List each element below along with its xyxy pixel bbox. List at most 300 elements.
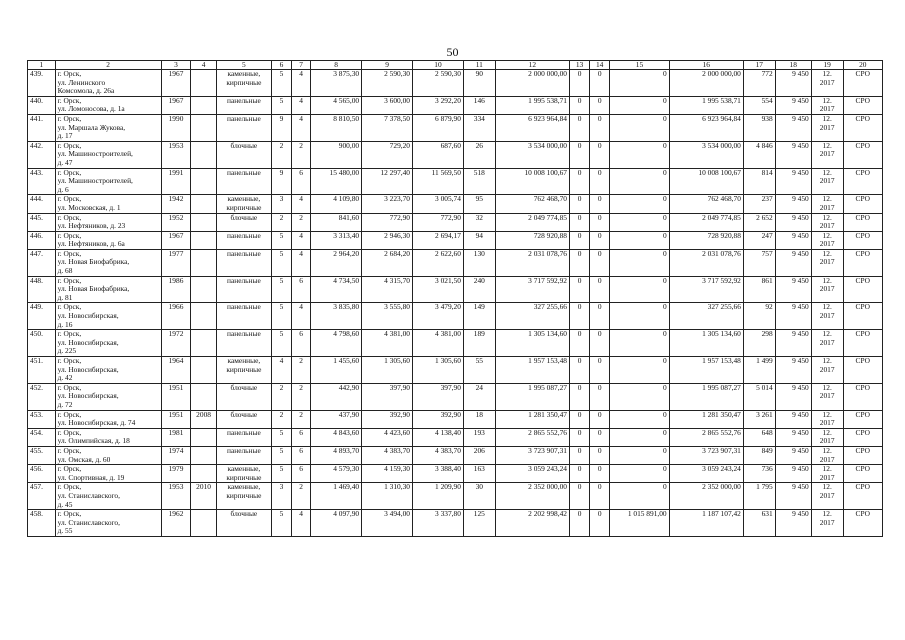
premises-area-cell: 12 297,40 <box>362 168 413 195</box>
address-cell <box>55 483 161 510</box>
residential-area-cell: 11 569,50 <box>413 168 464 195</box>
address-cell-line: д. 225 <box>57 346 77 356</box>
residents-cell: 518 <box>463 168 495 195</box>
address-cell-line: д. 42 <box>57 373 73 383</box>
unit-cost-cell: 4 846 <box>743 141 775 168</box>
total-cost-cell: 1 957 153,48 <box>495 357 569 384</box>
max-unit-cost-cell: 9 450 <box>775 70 811 97</box>
fund-cell: 0 <box>569 446 589 464</box>
wall-material-cell <box>216 276 271 303</box>
address-cell-line: ул. Новая Биофабрика, <box>57 284 130 294</box>
year-renovated-cell <box>191 249 216 276</box>
total-area-cell: 4 109,80 <box>311 195 362 213</box>
year-built-cell: 1986 <box>161 276 191 303</box>
wall-material-cell <box>216 330 271 357</box>
local-budget-cell: 0 <box>610 303 669 330</box>
address-cell-line: д. 72 <box>57 399 73 409</box>
address-cell-line: г. Орск, <box>57 96 82 105</box>
budget-cell: 0 <box>590 96 610 114</box>
local-budget-cell: 0 <box>610 96 669 114</box>
address-cell-line: ул. Омская, д. 60 <box>57 454 111 464</box>
page-number: 50 <box>446 45 459 59</box>
operator-cell: СРО <box>843 383 882 410</box>
premises-area-cell: 2 590,30 <box>362 70 413 97</box>
total-area-cell: 437,90 <box>311 410 362 428</box>
operator-cell: СРО <box>843 303 882 330</box>
completion-date-cell-line: 12. <box>822 69 832 78</box>
residential-area-cell: 2 694,17 <box>413 231 464 249</box>
floors-cell: 4 <box>271 357 291 384</box>
budget-cell: 0 <box>590 303 610 330</box>
residential-area-cell: 6 879,90 <box>413 114 464 141</box>
year-renovated-cell <box>191 114 216 141</box>
address-cell <box>55 465 161 483</box>
total-cost-cell: 1 995 538,71 <box>495 96 569 114</box>
column-number-cell: 2 <box>55 61 161 70</box>
completion-date-cell-line: 2017 <box>819 284 835 294</box>
unit-cost-cell: 2 652 <box>743 213 775 231</box>
residents-cell: 206 <box>463 446 495 464</box>
completion-date-cell-line: 2017 <box>819 391 835 401</box>
table-row <box>28 483 883 510</box>
max-unit-cost-cell: 9 450 <box>775 510 811 537</box>
owners-funds-cell: 3 534 000,00 <box>669 141 743 168</box>
table-row <box>28 195 883 213</box>
year-built-cell: 1991 <box>161 168 191 195</box>
fund-cell: 0 <box>569 303 589 330</box>
budget-cell: 0 <box>590 383 610 410</box>
table-row <box>28 330 883 357</box>
total-area-cell: 4 579,30 <box>311 465 362 483</box>
floors-cell: 5 <box>271 330 291 357</box>
completion-date-cell-line: 2017 <box>819 149 835 159</box>
column-number-cell: 3 <box>161 61 191 70</box>
wall-material-cell-line: панельные <box>227 446 261 455</box>
owners-funds-cell: 3 059 243,24 <box>669 465 743 483</box>
table-row <box>28 213 883 231</box>
operator-cell: СРО <box>843 357 882 384</box>
address-cell-line: д. 16 <box>57 319 73 329</box>
completion-date-cell <box>811 195 843 213</box>
operator-cell: СРО <box>843 70 882 97</box>
row-number: 456. <box>28 465 56 483</box>
wall-material-cell <box>216 195 271 213</box>
max-unit-cost-cell: 9 450 <box>775 428 811 446</box>
completion-date-cell <box>811 70 843 97</box>
year-renovated-cell <box>191 141 216 168</box>
row-number: 442. <box>28 141 56 168</box>
operator-cell: СРО <box>843 195 882 213</box>
premises-area-cell: 2 684,20 <box>362 249 413 276</box>
entrances-cell: 4 <box>292 114 311 141</box>
owners-funds-cell: 1 957 153,48 <box>669 357 743 384</box>
column-number-cell: 20 <box>843 61 882 70</box>
address-cell-line: г. Орск, <box>57 464 82 474</box>
local-budget-cell: 0 <box>610 483 669 510</box>
operator-cell: СРО <box>843 465 882 483</box>
row-number: 452. <box>28 383 56 410</box>
residential-area-cell: 392,90 <box>413 410 464 428</box>
year-built-cell: 1964 <box>161 357 191 384</box>
unit-cost-cell: 5 014 <box>743 383 775 410</box>
entrances-cell: 4 <box>292 96 311 114</box>
entrances-cell: 4 <box>292 70 311 97</box>
wall-material-cell-line: каменные, <box>227 194 261 204</box>
address-cell-line: г. Орск, <box>57 446 82 455</box>
residents-cell: 240 <box>463 276 495 303</box>
total-area-cell: 4 734,50 <box>311 276 362 303</box>
completion-date-cell <box>811 249 843 276</box>
wall-material-cell <box>216 96 271 114</box>
owners-funds-cell: 762 468,70 <box>669 195 743 213</box>
local-budget-cell: 0 <box>610 114 669 141</box>
owners-funds-cell: 1 995 087,27 <box>669 383 743 410</box>
entrances-cell: 4 <box>292 231 311 249</box>
address-cell <box>55 446 161 464</box>
unit-cost-cell: 554 <box>743 96 775 114</box>
address-cell <box>55 96 161 114</box>
entrances-cell: 4 <box>292 195 311 213</box>
local-budget-cell: 1 015 891,00 <box>610 510 669 537</box>
table-row <box>28 114 883 141</box>
fund-cell: 0 <box>569 428 589 446</box>
completion-date-cell <box>811 510 843 537</box>
entrances-cell: 6 <box>292 168 311 195</box>
wall-material-cell-line: каменные, <box>227 356 261 365</box>
table-row <box>28 168 883 195</box>
address-cell <box>55 231 161 249</box>
completion-date-cell-line: 12. <box>822 302 832 312</box>
owners-funds-cell: 3 717 592,92 <box>669 276 743 303</box>
address-cell-line: г. Орск, <box>57 428 82 437</box>
fund-cell: 0 <box>569 141 589 168</box>
residents-cell: 30 <box>463 483 495 510</box>
residents-cell: 24 <box>463 383 495 410</box>
premises-area-cell: 4 423,60 <box>362 428 413 446</box>
address-cell <box>55 276 161 303</box>
max-unit-cost-cell: 9 450 <box>775 114 811 141</box>
unit-cost-cell: 736 <box>743 465 775 483</box>
total-cost-cell: 762 468,70 <box>495 195 569 213</box>
residential-area-cell: 4 383,70 <box>413 446 464 464</box>
total-cost-cell: 3 059 243,24 <box>495 465 569 483</box>
year-built-cell: 1967 <box>161 231 191 249</box>
max-unit-cost-cell: 9 450 <box>775 96 811 114</box>
column-number-cell: 6 <box>271 61 291 70</box>
premises-area-cell: 392,90 <box>362 410 413 428</box>
address-cell-line: г. Орск, <box>57 482 82 492</box>
year-renovated-cell: 2008 <box>191 410 216 428</box>
budget-cell: 0 <box>590 213 610 231</box>
residents-cell: 125 <box>463 510 495 537</box>
residents-cell: 18 <box>463 410 495 428</box>
local-budget-cell: 0 <box>610 213 669 231</box>
premises-area-cell: 3 494,00 <box>362 510 413 537</box>
budget-cell: 0 <box>590 231 610 249</box>
wall-material-cell <box>216 446 271 464</box>
row-number: 451. <box>28 357 56 384</box>
wall-material-cell <box>216 357 271 384</box>
year-renovated-cell <box>191 357 216 384</box>
total-cost-cell: 2 352 000,00 <box>495 483 569 510</box>
max-unit-cost-cell: 9 450 <box>775 465 811 483</box>
total-area-cell: 3 313,40 <box>311 231 362 249</box>
wall-material-cell-line: блочные <box>230 383 258 392</box>
address-cell <box>55 357 161 384</box>
floors-cell: 5 <box>271 96 291 114</box>
address-cell-line: д. 68 <box>57 266 73 276</box>
completion-date-cell-line: 2017 <box>819 202 835 212</box>
total-cost-cell: 728 920,88 <box>495 231 569 249</box>
floors-cell: 9 <box>271 114 291 141</box>
wall-material-cell <box>216 410 271 428</box>
address-cell-line: г. Орск, <box>57 276 82 285</box>
address-cell <box>55 383 161 410</box>
year-renovated-cell <box>191 383 216 410</box>
floors-cell: 5 <box>271 446 291 464</box>
budget-cell: 0 <box>590 168 610 195</box>
column-number-row <box>28 61 883 70</box>
address-cell-line: д. 6 <box>57 184 69 194</box>
unit-cost-cell: 631 <box>743 510 775 537</box>
owners-funds-cell: 327 255,66 <box>669 303 743 330</box>
wall-material-cell-line: панельные <box>227 231 261 240</box>
completion-date-cell-line: 12. <box>822 356 832 365</box>
floors-cell: 5 <box>271 303 291 330</box>
total-area-cell: 4 798,60 <box>311 330 362 357</box>
completion-date-cell-line: 2017 <box>819 176 835 186</box>
year-built-cell: 1942 <box>161 195 191 213</box>
row-number: 457. <box>28 483 56 510</box>
budget-cell: 0 <box>590 483 610 510</box>
owners-funds-cell: 1 281 350,47 <box>669 410 743 428</box>
address-cell-line: г. Орск, <box>57 231 82 240</box>
completion-date-cell-line: 2017 <box>819 517 835 527</box>
owners-funds-cell: 2 352 000,00 <box>669 483 743 510</box>
total-area-cell: 15 480,00 <box>311 168 362 195</box>
column-number-cell: 9 <box>362 61 413 70</box>
completion-date-cell-line: 2017 <box>819 122 835 132</box>
entrances-cell: 2 <box>292 483 311 510</box>
completion-date-cell-line: 2017 <box>819 472 835 482</box>
address-cell-line: ул. Нефтяников, д. 6а <box>57 239 125 249</box>
wall-material-cell <box>216 213 271 231</box>
total-area-cell: 1 469,40 <box>311 483 362 510</box>
owners-funds-cell: 1 187 107,42 <box>669 510 743 537</box>
floors-cell: 3 <box>271 483 291 510</box>
residents-cell: 189 <box>463 330 495 357</box>
operator-cell: СРО <box>843 446 882 464</box>
wall-material-cell-line: кирпичные <box>226 364 262 374</box>
address-cell-line: ул. Нефтяников, д. 23 <box>57 221 126 231</box>
column-number-cell: 14 <box>590 61 610 70</box>
residents-cell: 149 <box>463 303 495 330</box>
fund-cell: 0 <box>569 510 589 537</box>
column-number-cell: 15 <box>610 61 669 70</box>
year-renovated-cell <box>191 303 216 330</box>
unit-cost-cell: 849 <box>743 446 775 464</box>
wall-material-cell-line: панельные <box>227 96 261 105</box>
owners-funds-cell: 2 000 000,00 <box>669 70 743 97</box>
max-unit-cost-cell: 9 450 <box>775 410 811 428</box>
total-area-cell: 1 455,60 <box>311 357 362 384</box>
column-number-cell: 13 <box>569 61 589 70</box>
residents-cell: 32 <box>463 213 495 231</box>
total-cost-cell: 3 534 000,00 <box>495 141 569 168</box>
fund-cell: 0 <box>569 465 589 483</box>
completion-date-cell <box>811 114 843 141</box>
wall-material-cell-line: панельные <box>227 249 261 258</box>
completion-date-cell-line: 2017 <box>819 364 835 374</box>
operator-cell: СРО <box>843 231 882 249</box>
wall-material-cell <box>216 383 271 410</box>
fund-cell: 0 <box>569 70 589 97</box>
completion-date-cell-line: 2017 <box>819 77 835 87</box>
operator-cell: СРО <box>843 483 882 510</box>
wall-material-cell-line: кирпичные <box>226 490 262 500</box>
residential-area-cell: 1 305,60 <box>413 357 464 384</box>
premises-area-cell: 2 946,30 <box>362 231 413 249</box>
unit-cost-cell: 298 <box>743 330 775 357</box>
row-number: 458. <box>28 510 56 537</box>
completion-date-cell-line: 2017 <box>819 490 835 500</box>
address-cell-line: ул. Спортивная, д. 19 <box>57 472 125 482</box>
completion-date-cell <box>811 483 843 510</box>
total-cost-cell: 6 923 964,84 <box>495 114 569 141</box>
residential-area-cell: 687,60 <box>413 141 464 168</box>
budget-cell: 0 <box>590 330 610 357</box>
completion-date-cell <box>811 410 843 428</box>
local-budget-cell: 0 <box>610 410 669 428</box>
completion-date-cell <box>811 141 843 168</box>
premises-area-cell: 7 378,50 <box>362 114 413 141</box>
fund-cell: 0 <box>569 383 589 410</box>
wall-material-cell-line: блочные <box>230 509 258 519</box>
address-cell <box>55 428 161 446</box>
total-area-cell: 3 835,80 <box>311 303 362 330</box>
wall-material-cell <box>216 303 271 330</box>
floors-cell: 2 <box>271 141 291 168</box>
year-renovated-cell <box>191 446 216 464</box>
budget-cell: 0 <box>590 465 610 483</box>
total-cost-cell: 2 031 078,76 <box>495 249 569 276</box>
address-cell-line: ул. Станиславского, <box>57 517 120 527</box>
completion-date-cell-line: 12. <box>822 114 832 123</box>
residential-area-cell: 4 381,00 <box>413 330 464 357</box>
completion-date-cell-line: 2017 <box>819 337 835 347</box>
address-cell-line: г. Орск, <box>57 329 82 339</box>
address-cell-line: ул. Маршала Жукова, <box>57 122 126 132</box>
residents-cell: 26 <box>463 141 495 168</box>
residential-area-cell: 3 479,20 <box>413 303 464 330</box>
row-number: 448. <box>28 276 56 303</box>
column-number-cell: 5 <box>216 61 271 70</box>
fund-cell: 0 <box>569 249 589 276</box>
address-cell-line: ул. Новосибирская, <box>57 391 119 401</box>
year-built-cell: 1967 <box>161 96 191 114</box>
floors-cell: 9 <box>271 168 291 195</box>
total-area-cell: 841,60 <box>311 213 362 231</box>
residents-cell: 94 <box>463 231 495 249</box>
completion-date-cell-line: 2017 <box>819 239 835 249</box>
address-cell-line: ул. Новосибирская, <box>57 337 119 347</box>
table-row <box>28 383 883 410</box>
address-cell-line: г. Орск, <box>57 194 82 204</box>
fund-cell: 0 <box>569 483 589 510</box>
entrances-cell: 6 <box>292 330 311 357</box>
owners-funds-cell: 2 031 078,76 <box>669 249 743 276</box>
wall-material-cell <box>216 510 271 537</box>
completion-date-cell <box>811 446 843 464</box>
completion-date-cell <box>811 303 843 330</box>
completion-date-cell-line: 12. <box>822 464 832 474</box>
column-number-cell: 12 <box>495 61 569 70</box>
residents-cell: 334 <box>463 114 495 141</box>
completion-date-cell-line: 2017 <box>819 454 835 464</box>
address-cell-line: ул. Новосибирская, <box>57 311 119 321</box>
total-cost-cell: 2 202 998,42 <box>495 510 569 537</box>
max-unit-cost-cell: 9 450 <box>775 303 811 330</box>
max-unit-cost-cell: 9 450 <box>775 141 811 168</box>
year-built-cell: 1951 <box>161 410 191 428</box>
floors-cell: 5 <box>271 249 291 276</box>
column-number-cell: 17 <box>743 61 775 70</box>
completion-date-cell <box>811 231 843 249</box>
completion-date-cell-line: 12. <box>822 168 832 177</box>
completion-date-cell <box>811 213 843 231</box>
row-number: 443. <box>28 168 56 195</box>
total-cost-cell: 3 723 907,31 <box>495 446 569 464</box>
total-cost-cell: 3 717 592,92 <box>495 276 569 303</box>
owners-funds-cell: 3 723 907,31 <box>669 446 743 464</box>
wall-material-cell <box>216 70 271 97</box>
table-row <box>28 96 883 114</box>
floors-cell: 5 <box>271 428 291 446</box>
year-renovated-cell <box>191 195 216 213</box>
completion-date-cell-line: 2017 <box>819 436 835 446</box>
entrances-cell: 6 <box>292 465 311 483</box>
wall-material-cell-line: кирпичные <box>226 77 262 87</box>
residents-cell: 95 <box>463 195 495 213</box>
local-budget-cell: 0 <box>610 330 669 357</box>
wall-material-cell-line: блочные <box>230 410 258 419</box>
completion-date-cell-line: 2017 <box>819 221 835 231</box>
budget-cell: 0 <box>590 276 610 303</box>
total-area-cell: 4 843,60 <box>311 428 362 446</box>
residential-area-cell: 397,90 <box>413 383 464 410</box>
year-built-cell: 1981 <box>161 428 191 446</box>
total-area-cell: 8 810,50 <box>311 114 362 141</box>
fund-cell: 0 <box>569 168 589 195</box>
total-cost-cell: 2 049 774,85 <box>495 213 569 231</box>
unit-cost-cell: 757 <box>743 249 775 276</box>
wall-material-cell-line: каменные, <box>227 482 261 492</box>
address-cell <box>55 303 161 330</box>
completion-date-cell-line: 12. <box>822 231 832 240</box>
column-number-cell: 18 <box>775 61 811 70</box>
floors-cell: 5 <box>271 231 291 249</box>
table-row <box>28 465 883 483</box>
table-row <box>28 249 883 276</box>
max-unit-cost-cell: 9 450 <box>775 231 811 249</box>
table-row <box>28 428 883 446</box>
year-renovated-cell <box>191 168 216 195</box>
total-area-cell: 442,90 <box>311 383 362 410</box>
unit-cost-cell: 237 <box>743 195 775 213</box>
completion-date-cell-line: 12. <box>822 383 832 392</box>
address-cell-line: ул. Московская, д. 1 <box>57 202 121 212</box>
total-area-cell: 3 875,30 <box>311 70 362 97</box>
